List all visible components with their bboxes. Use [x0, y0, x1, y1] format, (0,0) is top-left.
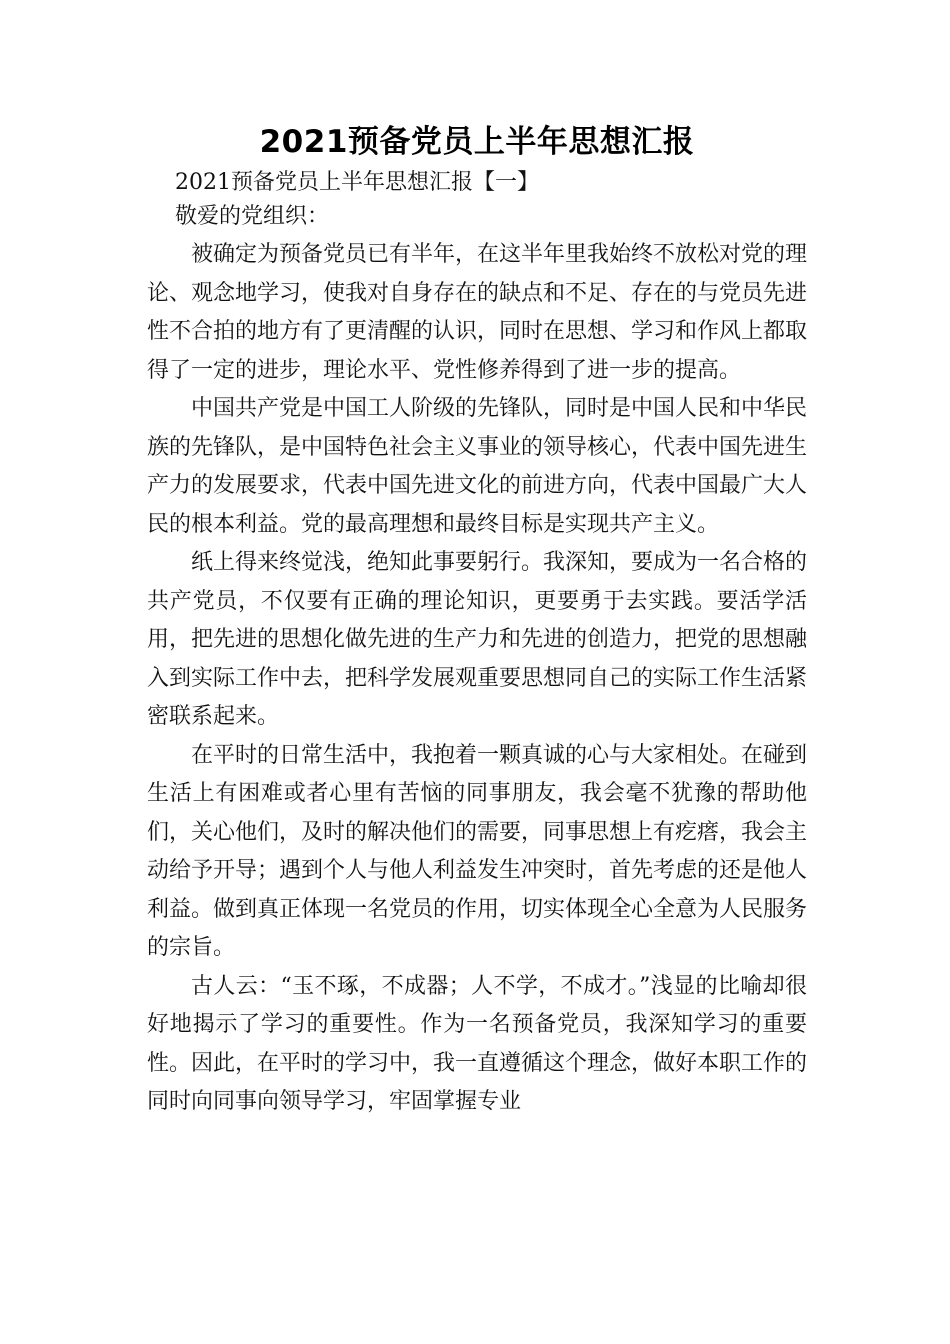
paragraph-5: 古人云：“玉不琢，不成器；人不学，不成才。”浅显的比喻却很好地揭示了学习的重要性。作为一名预备党员，我深知学习的重要性。因此，在平时的学习中，我一直遵循这个理念，做好本职工作的同时向同事向领导学习，牢固掌握专业: [147, 973, 808, 1114]
salutation: 敬爱的党组织：: [175, 204, 330, 229]
document-title: 2021预备党员上半年思想汇报: [259, 124, 695, 160]
document-subtitle: 2021预备党员上半年思想汇报【一】: [175, 170, 539, 195]
paragraph-3: 纸上得来终觉浅，绝知此事要躬行。我深知，要成为一名合格的共产党员，不仅要有正确的理论知识，更要勇于去实践。要活学活用，把先进的思想化做先进的生产力和先进的创造力，把党的思想融入到实际工作中去，把科学发展观重要思想同自己的实际工作生活紧密联系起来。: [147, 550, 808, 729]
paragraph-1: 被确定为预备党员已有半年，在这半年里我始终不放松对党的理论、观念地学习，使我对自身存在的缺点和不足、存在的与党员先进性不合拍的地方有了更清醒的认识，同时在思想、学习和作风上都取得了一定的进步，理论水平、党性修养得到了进一步的提高。: [147, 242, 808, 383]
paragraph-2: 中国共产党是中国工人阶级的先锋队，同时是中国人民和中华民族的先锋队，是中国特色社会主义事业的领导核心，代表中国先进生产力的发展要求，代表中国先进文化的前进方向，代表中国最广大人民的根本利益。党的最高理想和最终目标是实现共产主义。: [147, 396, 808, 537]
paragraph-4: 在平时的日常生活中，我抱着一颗真诚的心与大家相处。在碰到生活上有困难或者心里有苦恼的同事朋友，我会毫不犹豫的帮助他们，关心他们，及时的解决他们的需要，同事思想上有疙瘩，我会主动给予开导；遇到个人与他人利益发生冲突时，首先考虑的还是他人利益。做到真正体现一名党员的作用，切实体现全心全意为人民服务的宗旨。: [147, 742, 808, 960]
document-page: [147, 118, 807, 1122]
